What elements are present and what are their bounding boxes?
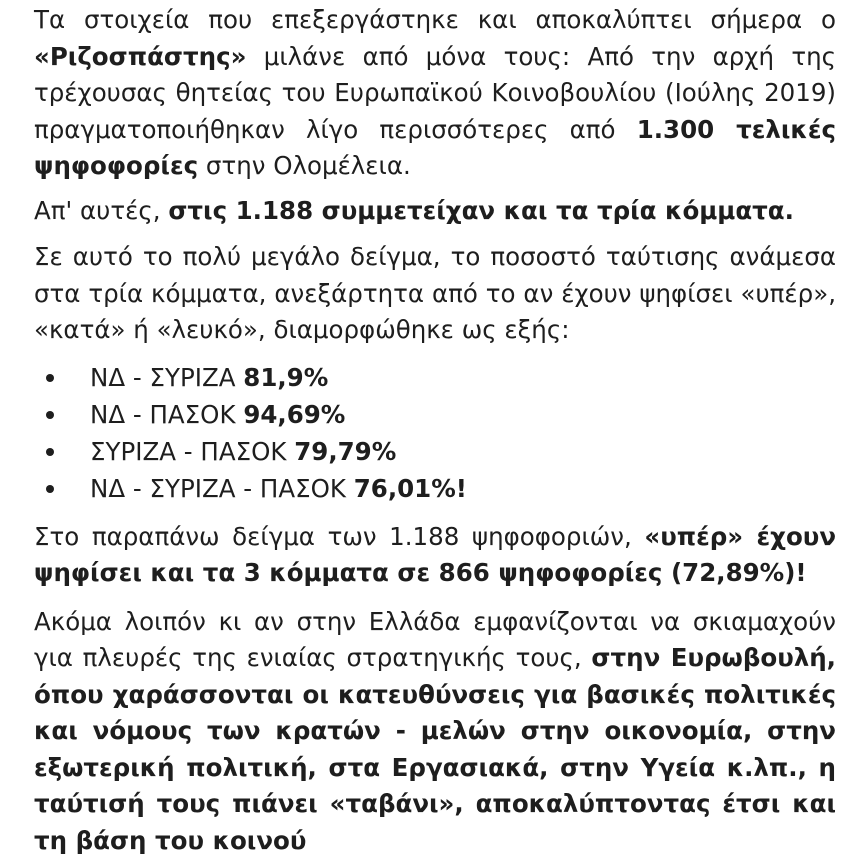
- stat-value: 79,79%: [294, 437, 396, 466]
- paragraph-intro: [34, 2, 836, 185]
- stat-label: ΣΥΡΙΖΑ - ΠΑΣΟΚ: [90, 437, 294, 466]
- stat-label: ΝΔ - ΣΥΡΙΖΑ - ΠΑΣΟΚ: [90, 474, 354, 503]
- conclusion-highlight: στην Ευρωβουλή, όπου χαράσσονται οι κατευθύνσεις για βασικές πολιτικές και νόμους των κρατών - μελών στην οικονομία, στην εξωτερική πολιτική, στα Εργασιακά, στην Υγεία κ.λπ., η ταύτισή τους πιάνει «ταβάνι», αποκαλύπτοντας έτσι και τη βάση του κοινού: [34, 643, 836, 855]
- newspaper-name: «Ριζοσπάστης»: [34, 42, 246, 71]
- list-item: [90, 359, 836, 396]
- paragraph-participation: [34, 193, 836, 230]
- conclusion-text: Ακόμα λοιπόν κι αν στην Ελλάδα εμφανίζονται να σκιαμαχούν για πλευρές της ενιαίας στρατηγικής τους,: [34, 607, 836, 673]
- sample-text: Σε αυτό το πολύ μεγάλο δείγμα, το ποσοστό ταύτισης ανάμεσα στα τρία κόμματα, ανεξάρτητα από το αν έχουν ψηφίσει «υπέρ», «κατά» ή «λευκό», διαμορφώθηκε ως εξής:: [34, 242, 836, 344]
- bullet-icon: [46, 485, 54, 493]
- yes-votes-highlight: «υπέρ» έχουν ψηφίσει και τα 3 κόμματα σε 866 ψηφοφορίες (72,89%)!: [34, 522, 836, 588]
- bullet-icon: [46, 411, 54, 419]
- participation-highlight: στις 1.188 συμμετείχαν και τα τρία κόμματα.: [168, 196, 794, 225]
- paragraph-conclusion: [34, 604, 836, 859]
- list-item: [90, 470, 836, 507]
- stat-value: 76,01%!: [354, 474, 467, 503]
- yes-votes-text: Στο παραπάνω δείγμα των 1.188 ψηφοφοριών,: [34, 522, 644, 551]
- intro-text-2: μιλάνε από μόνα τους: Από την αρχή της τρέχουσας θητείας του Ευρωπαϊκού Κοινοβουλίου (Ιούλης 2019) πραγματοποιήθηκαν λίγο περισσότερες από: [34, 42, 836, 144]
- bullet-icon: [46, 448, 54, 456]
- participation-text: Απ' αυτές,: [34, 196, 168, 225]
- article-body: [34, 0, 836, 859]
- intro-text-3: στην Ολομέλεια.: [198, 151, 411, 180]
- bullet-icon: [46, 374, 54, 382]
- stat-label: ΝΔ - ΣΥΡΙΖΑ: [90, 363, 243, 392]
- list-item: [90, 433, 836, 470]
- votes-count-highlight: 1.300 τελικές ψηφοφορίες: [34, 115, 836, 181]
- intro-text-1: Τα στοιχεία που επεξεργάστηκε και αποκαλύπτει σήμερα ο: [34, 5, 836, 34]
- paragraph-yes-votes: [34, 519, 836, 592]
- paragraph-sample: [34, 239, 836, 349]
- list-item: [90, 396, 836, 433]
- stat-label: ΝΔ - ΠΑΣΟΚ: [90, 400, 243, 429]
- stat-value: 94,69%: [243, 400, 345, 429]
- stat-value: 81,9%: [243, 363, 328, 392]
- alignment-stats-list: [34, 359, 836, 507]
